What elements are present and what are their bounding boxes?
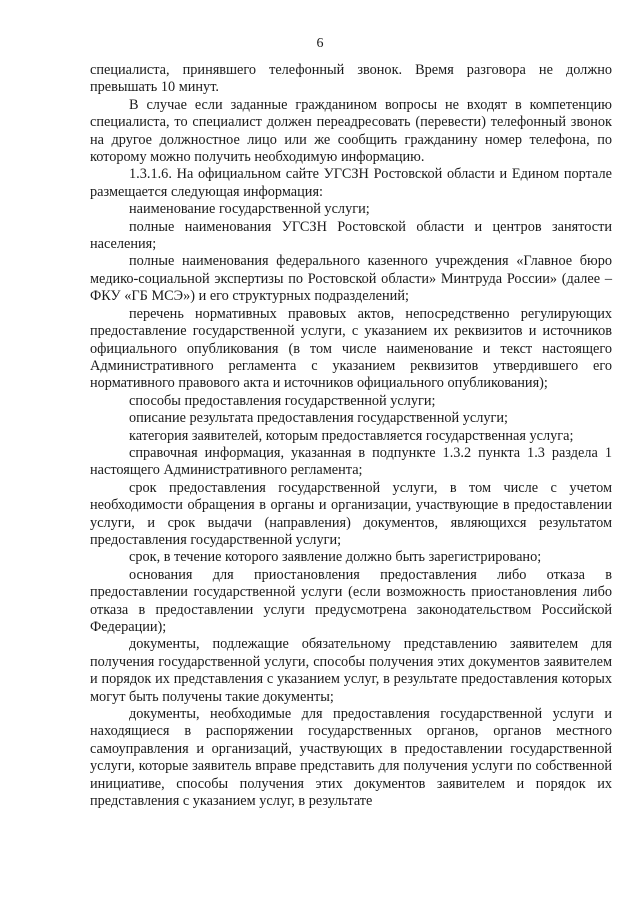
list-item-registration-term: срок, в течение которого заявление должно быть зарегистрировано; [129,549,542,566]
list-item-service-name: наименование государственной услуги; [129,201,370,218]
list-item-result: описание результата предоставления государственной услуги; [129,410,508,427]
page-number: 6 [316,36,324,51]
list-item-suspension-grounds: основания для приостановления предоставления либо отказа в предоставлении государственной услуги (если возможность приостановления либо отказа в предоставлении услуги предусмотрена законодательством Российской Федерации); [90,566,612,635]
list-item-fku-names: полные наименования федерального казенного учреждения «Главное бюро медико-социальной экспертизы по Ростовской области» Минтруда России» (далее – ФКУ «ГБ МСЭ») и его структурных подразделений; [90,253,612,305]
list-item-applicants: категория заявителей, которым предоставляется государственная услуга; [129,427,574,444]
list-item-optional-documents: документы, необходимые для предоставления государственной услуги и находящиеся в распоряжении государственных органов, органов местного самоуправления и организаций, участвующих в предоставлении государственной услуги, которые заявитель вправе представить для получения услуги по собственной инициативе, способы получения этих документов заявителем и порядок их представления с указанием услуг, в результате [90,706,612,810]
list-item-required-documents: документы, подлежащие обязательному представлению заявителем для получения государственной услуги, способы получения этих документов заявителем и порядок их представления с указанием услуг, в результате предоставления которых могут быть получены такие документы; [90,636,612,705]
list-item-legal-acts: перечень нормативных правовых актов, непосредственно регулирующих предоставление государственной услуги, с указанием их реквизитов и источников официального опубликования (в том числе наименование и текст настоящего Административного регламента с указанием реквизитов утвердившего его нормативного правового акта и источников официального опубликования); [90,305,612,392]
paragraph-1-3-1-6: 1.3.1.6. На официальном сайте УГСЗН Ростовской области и Едином портале размещается следующая информация: [90,166,612,200]
paragraph-continuation: специалиста, принявшего телефонный звонок. Время разговора не должно превышать 10 минут. [90,62,612,96]
list-item-term: срок предоставления государственной услуги, в том числе с учетом необходимости обращения в органы и организации, участвующие в предоставлении услуги, и срок выдачи (направления) документов, являющихся результатом предоставления государственной услуги; [90,479,612,548]
list-item-ugszn-names: полные наименования УГСЗН Ростовской области и центров занятости населения; [90,218,612,253]
paragraph-redirect-call: В случае если заданные гражданином вопросы не входят в компетенцию специалиста, то специалист должен переадресовать (перевести) телефонный звонок на другое должностное лицо или же сообщить гражданину номер телефона, по которому можно получить необходимую информацию. [90,96,612,166]
list-item-reference-info: справочная информация, указанная в подпункте 1.3.2 пункта 1.3 раздела 1 настоящего Административного регламента; [90,444,612,479]
list-item-methods: способы предоставления государственной услуги; [129,392,436,409]
document-body [90,62,612,810]
